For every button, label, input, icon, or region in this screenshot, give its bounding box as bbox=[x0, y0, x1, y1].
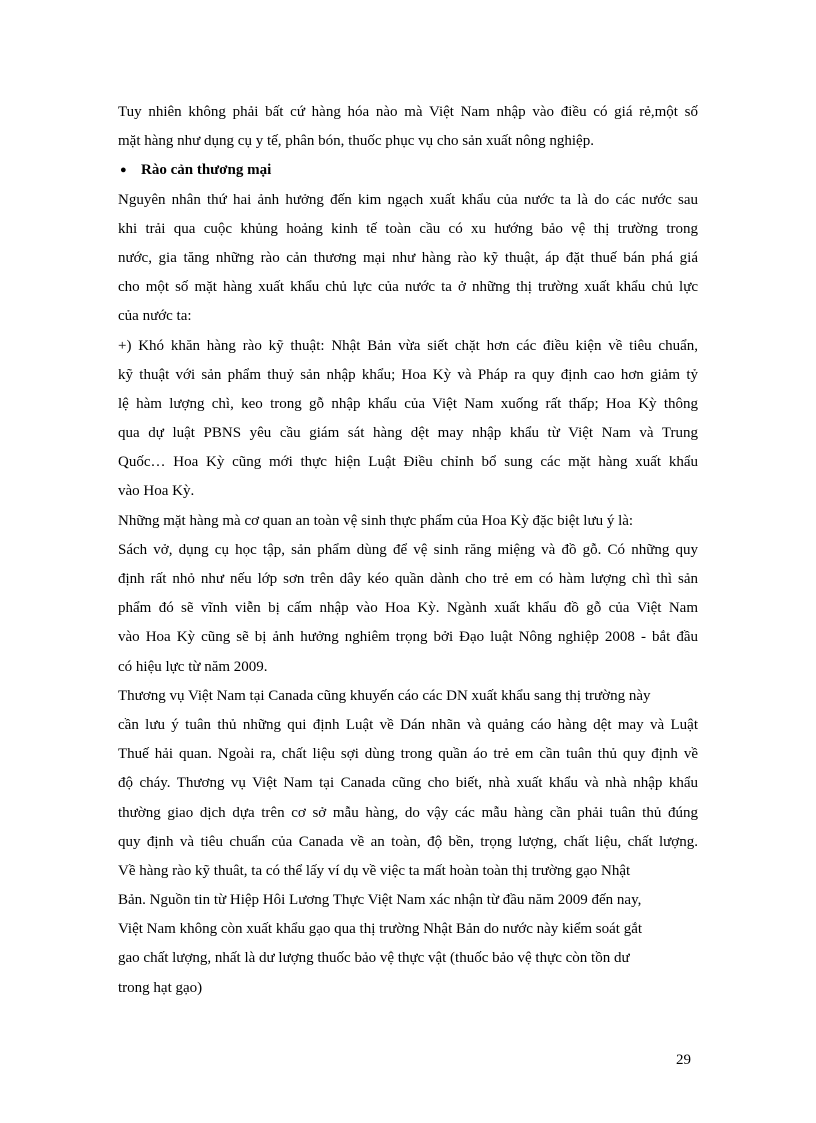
text-line: vào Hoa Kỳ. bbox=[118, 483, 195, 500]
text-line: lệ hàm lượng chì, keo trong gỗ nhập khẩu của Việt Nam xuống rất thấp; Hoa Kỳ thông bbox=[118, 395, 698, 412]
text-line: mặt hàng như dụng cụ y tế, phân bón, thuốc phục vụ cho sản xuất nông nghiệp. bbox=[118, 133, 594, 150]
text-line: nước, gia tăng những rào cản thương mại như hàng rào kỹ thuật, áp đặt thuế bán phá giá bbox=[118, 249, 698, 266]
text-line: có hiệu lực từ năm 2009. bbox=[118, 658, 268, 675]
text-line: phẩm đó sẽ vĩnh viễn bị cấm nhập vào Hoa Kỳ. Ngành xuất khẩu đồ gỗ của Việt Nam bbox=[118, 600, 698, 617]
text-line: qua dự luật PBNS yêu cầu giám sát hàng dệt may nhập khẩu từ Việt Nam và Trung bbox=[118, 425, 698, 442]
text-line: Sách vở, dụng cụ học tập, sản phẩm dùng để vệ sinh răng miệng và đồ gỗ. Có những quy bbox=[118, 541, 698, 558]
section-heading bbox=[118, 156, 698, 185]
text-line: Nguyên nhân thứ hai ảnh hưởng đến kim ngạch xuất khẩu của nước ta là do các nước sau bbox=[118, 191, 698, 208]
page-number: 29 bbox=[676, 1052, 691, 1068]
text-line: trong hạt gạo) bbox=[118, 979, 203, 996]
text-line: gao chất lượng, nhất là dư lượng thuốc bảo vệ thực vật (thuốc bảo vệ thực còn tồn dư bbox=[118, 950, 630, 967]
text-line: thường giao dịch dựa trên cơ sở mẫu hàng, do vậy các mẫu hàng cần phải tuân thủ đúng bbox=[118, 804, 698, 821]
text-line: Việt Nam không còn xuất khẩu gạo qua thị trường Nhật Bản do nước này kiểm soát gắt bbox=[118, 921, 643, 938]
text-line: Những mặt hàng mà cơ quan an toàn vệ sinh thực phẩm của Hoa Kỳ đặc biệt lưu ý là: bbox=[118, 512, 634, 529]
text-line: khi trải qua cuộc khủng hoảng kinh tế toàn cầu có xu hướng bảo vệ thị trường trong bbox=[118, 220, 698, 237]
text-line: độ cháy. Thương vụ Việt Nam tại Canada cũng cho biết, nhà xuất khẩu và nhà nhập khẩu bbox=[118, 775, 698, 792]
text-line: cần lưu ý tuân thủ những qui định Luật về Dán nhãn và quảng cáo hàng dệt may và Luật bbox=[118, 716, 698, 733]
text-line: Bản. Nguồn tin từ Hiệp Hôi Lương Thực Việt Nam xác nhận từ đầu năm 2009 đến nay, bbox=[118, 892, 642, 909]
text-line: của nước ta: bbox=[118, 308, 192, 325]
text-line: cho một số mặt hàng xuất khẩu chủ lực của nước ta ở những thị trường xuất khẩu chủ lực bbox=[118, 279, 698, 296]
text-line: kỹ thuật với sản phẩm thuỷ sản nhập khẩu; Hoa Kỳ và Pháp ra quy định cao hơn giảm tỷ bbox=[118, 366, 698, 383]
section-heading-text: Rào cản thương mại bbox=[141, 162, 272, 179]
text-line: Quốc… Hoa Kỳ cũng mới thực hiện Luật Điều chỉnh bổ sung các mặt hàng xuất khẩu bbox=[118, 454, 698, 471]
text-line: quy định và tiêu chuẩn của Canada về an toàn, độ bền, trọng lượng, chất liệu, chất lượng. bbox=[118, 833, 698, 850]
text-line: +) Khó khăn hàng rào kỹ thuật: Nhật Bản vừa siết chặt hơn các điều kiện về tiêu chuẩn, bbox=[118, 337, 698, 354]
text-line: Thương vụ Việt Nam tại Canada cũng khuyến cáo các DN xuất khẩu sang thị trường này bbox=[118, 687, 651, 704]
text-line: vào Hoa Kỳ cũng sẽ bị ảnh hưởng nghiêm trọng bởi Đạo luật Nông nghiệp 2008 - bắt đầu bbox=[118, 629, 698, 646]
bullet-icon: ● bbox=[120, 164, 127, 177]
text-line: Tuy nhiên không phải bất cứ hàng hóa nào mà Việt Nam nhập vào điều có giá rẻ,một số bbox=[118, 104, 698, 120]
document-body bbox=[118, 98, 698, 1003]
text-line: định rất nhỏ như nếu lớp sơn trên dây kéo quần dành cho trẻ em có hàm lượng chì thì sản bbox=[118, 571, 698, 587]
text-line: Về hàng rào kỹ thuât, ta có thể lấy ví dụ về việc ta mất hoàn toàn thị trường gạo Nhật bbox=[118, 862, 631, 879]
text-line: Thuế hải quan. Ngoài ra, chất liệu sợi dùng trong quần áo trẻ em cần tuân thủ quy định về bbox=[118, 746, 698, 763]
